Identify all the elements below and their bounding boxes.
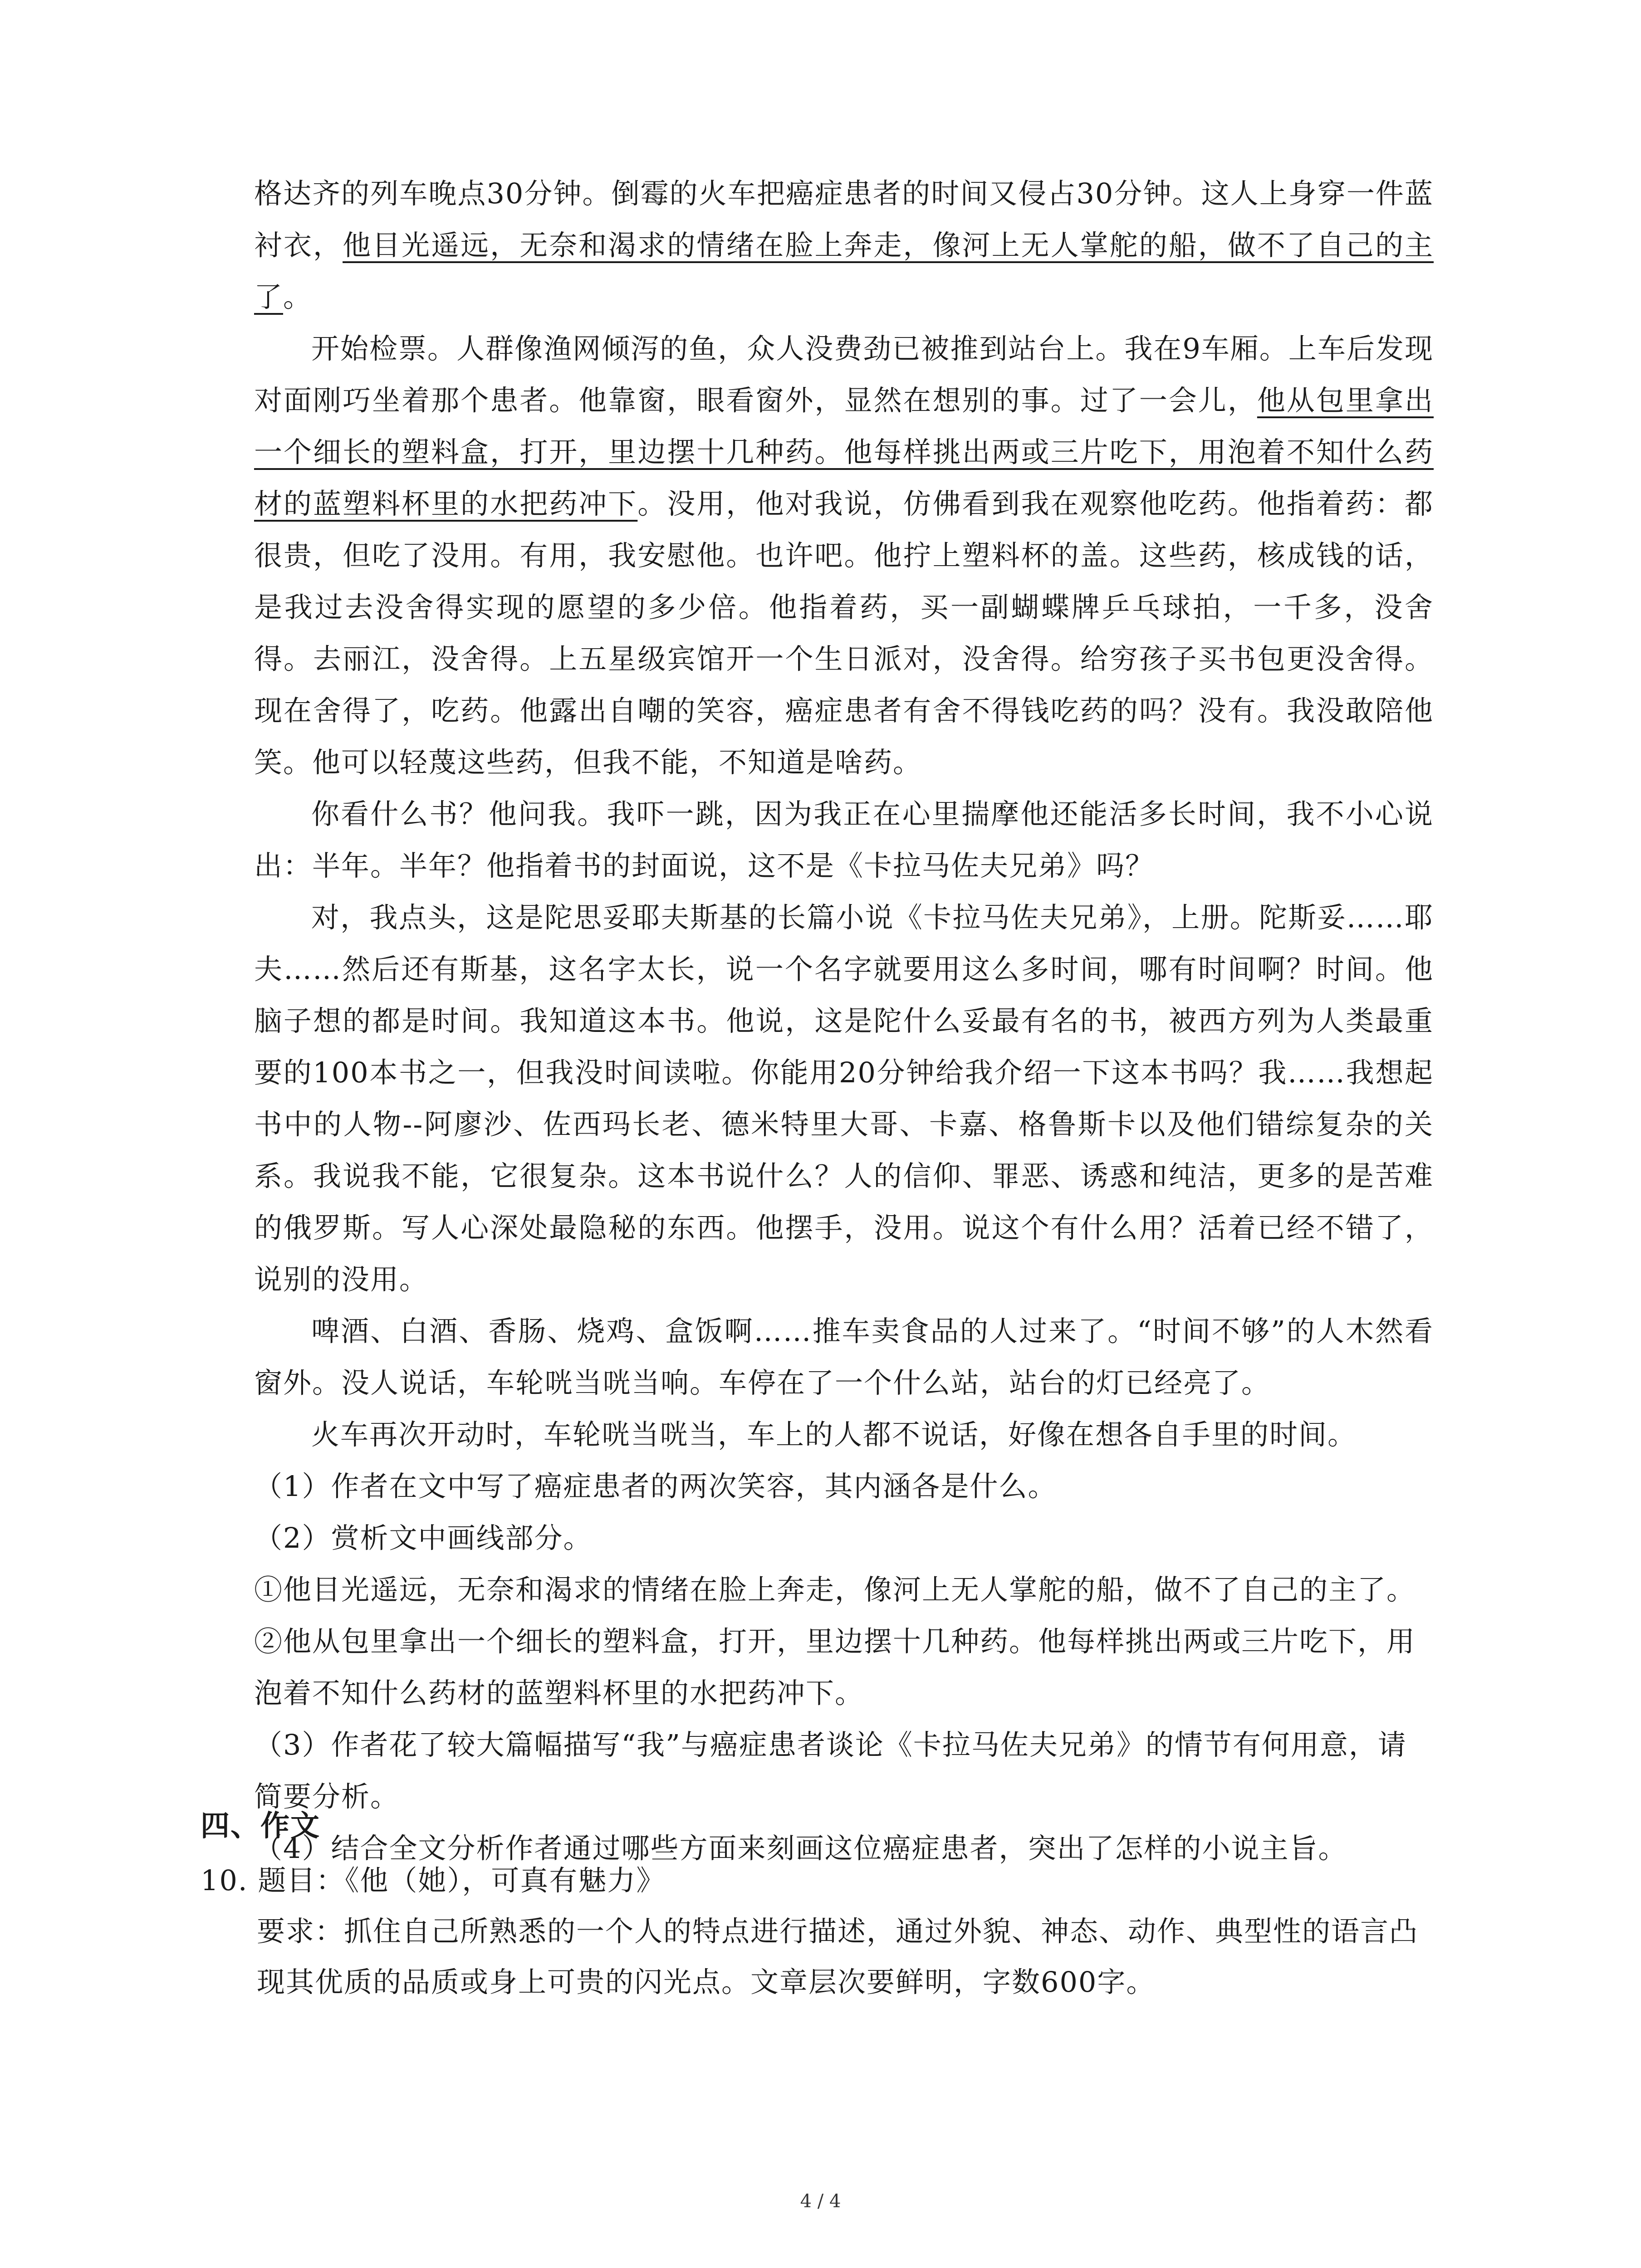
reading-passage [254, 168, 1434, 1874]
essay-topic-line [201, 1855, 1444, 1906]
section-title: 四、作文 [201, 1809, 320, 1843]
paragraph-1-end: 。 [283, 280, 313, 313]
question-2-item-1: ①他目光遥远，无奈和渴求的情绪在脸上奔走，像河上无人掌舵的船，做不了自己的主了。 [254, 1573, 1416, 1606]
paragraph-2-text: 开始检票。人群像渔网倾泻的鱼，众人没费劲已被推到站台上。我在9车厢。上车后发现对面刚巧坐着那个患者。他靠窗，眼看窗外，显然在想别的事。过了一会儿， [254, 332, 1434, 417]
essay-task [201, 1855, 1444, 2008]
underlined-sentence-2: 他从包里拿出一个细长的塑料盒，打开，里边摆十几种药。他每样挑出两或三片吃下，用泡着不知什么药材的蓝塑料杯里的水把药冲下 [254, 384, 1434, 520]
paragraph-4: 对，我点头，这是陀思妥耶夫斯基的长篇小说《卡拉马佐夫兄弟》，上册。陀斯妥……耶夫……然后还有斯基，这名字太长，说一个名字就要用这么多时间，哪有时间啊？时间。他脑子想的都是时间。我知道这本书。他说，这是陀什么妥最有名的书，被西方列为人类最重要的100本书之一，但我没时间读啦。你能用20分钟给我介绍一下这本书吗？我……我想起书中的人物--阿廖沙、佐西玛长老、德米特里大哥、卡嘉、格鲁斯卡以及他们错综复杂的关系。我说我不能，它很复杂。这本书说什么？人的信仰、罪恶、诱惑和纯洁，更多的是苦难的俄罗斯。写人心深处最隐秘的东西。他摆手，没用。说这个有什么用？活着已经不错了，说别的没用。 [254, 901, 1434, 1296]
question-2: （2）赏析文中画线部分。 [254, 1521, 593, 1554]
underlined-sentence-1: 他目光遥远，无奈和渴求的情绪在脸上奔走，像河上无人掌舵的船，做不了自己的主了 [254, 229, 1434, 313]
paragraph-3: 你看什么书？他问我。我吓一跳，因为我正在心里揣摩他还能活多长时间，我不小心说出：半年。半年？他指着书的封面说，这不是《卡拉马佐夫兄弟》吗？ [254, 797, 1434, 882]
paragraph-6: 火车再次开动时，车轮咣当咣当，车上的人都不说话，好像在想各自手里的时间。 [311, 1418, 1357, 1451]
paragraph-2 [254, 323, 1434, 788]
question-1: （1）作者在文中写了癌症患者的两次笑容，其内涵各是什么。 [254, 1470, 1057, 1503]
question-4: （4）结合全文分析作者通过哪些方面来刻画这位癌症患者，突出了怎样的小说主旨。 [254, 1832, 1347, 1865]
essay-number: 10. [201, 1864, 248, 1897]
page-number: 4 / 4 [800, 2191, 841, 2212]
paragraph-5: 啤酒、白酒、香肠、烧鸡、盒饭啊……推车卖食品的人过来了。“时间不够”的人木然看窗外。没人说话，车轮咣当咣当响。车停在了一个什么站，站台的灯已经亮了。 [254, 1315, 1434, 1399]
question-3: （3）作者花了较大篇幅描写“我”与癌症患者谈论《卡拉马佐夫兄弟》的情节有何用意，请简要分析。 [254, 1728, 1407, 1813]
essay-topic: 题目：《他（她），可真有魅力》 [258, 1864, 666, 1897]
question-list [254, 1461, 1434, 1874]
paragraph-1 [254, 168, 1434, 323]
essay-requirement: 要求：抓住自己所熟悉的一个人的特点进行描述，通过外貌、神态、动作、典型性的语言凸现其优质的品质或身上可贵的闪光点。文章层次要鲜明，字数600字。 [257, 1915, 1419, 1999]
question-2-item-2: ②他从包里拿出一个细长的塑料盒，打开，里边摆十几种药。他每样挑出两或三片吃下，用泡着不知什么药材的蓝塑料杯里的水把药冲下。 [254, 1625, 1416, 1710]
paragraph-1-text: 格达齐的列车晚点30分钟。倒霉的火车把癌症患者的时间又侵占30分钟。这人上身穿一件蓝衬衣， [254, 177, 1434, 262]
paragraph-2-rest: 。没用，他对我说，仿佛看到我在观察他吃药。他指着药：都很贵，但吃了没用。有用，我安慰他。也许吧。他拧上塑料杯的盖。这些药，核成钱的话，是我过去没舍得实现的愿望的多少倍。他指着药，买一副蝴蝶牌乒乓球拍，一千多，没舍得。去丽江，没舍得。上五星级宾馆开一个生日派对，没舍得。给穷孩子买书包更没舍得。现在舍得了，吃药。他露出自嘲的笑容，癌症患者有舍不得钱吃药的吗？没有。我没敢陪他笑。他可以轻蔑这些药，但我不能，不知道是啥药。 [254, 487, 1434, 779]
